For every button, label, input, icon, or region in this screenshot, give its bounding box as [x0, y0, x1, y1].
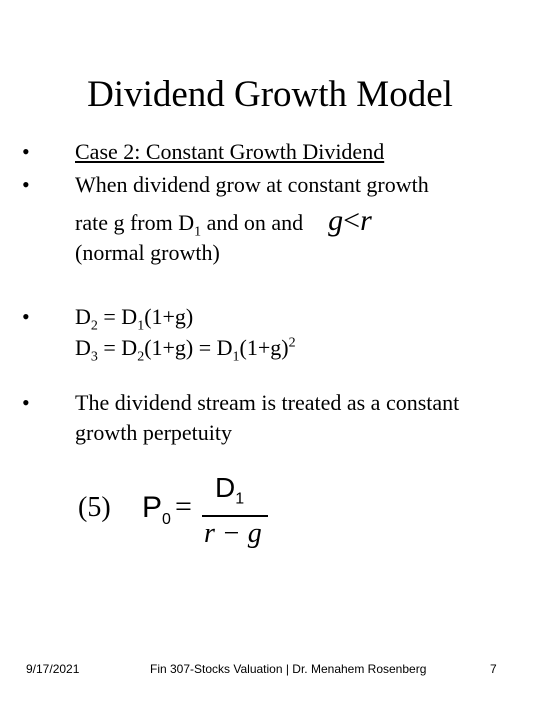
formula-denominator: r − g	[204, 518, 262, 549]
condition-line-3: (normal growth)	[75, 240, 220, 265]
perpetuity-line-1: The dividend stream is treated as a constant	[75, 390, 460, 415]
condition-line-1: When dividend grow at constant growth	[75, 172, 429, 197]
d2-equation: $D_2 = D_1(1+g)$	[75, 304, 194, 334]
footer-course: Fin 307-Stocks Valuation | Dr. Menahem Rosenberg	[150, 662, 427, 676]
bullet-marker: •	[22, 139, 30, 164]
page-number: 7	[490, 662, 497, 676]
formula-lhs: $P_0$	[142, 491, 171, 528]
gordon-growth-formula	[78, 470, 278, 560]
formula-equals: =	[175, 490, 192, 523]
formula-numerator: $D_1$	[215, 472, 245, 508]
formula-label: (5)	[78, 492, 111, 523]
slide-title: Dividend Growth Model	[87, 74, 453, 115]
bullet-marker: •	[22, 172, 30, 197]
fraction-bar	[202, 515, 268, 517]
bullet-marker: •	[22, 390, 30, 415]
case-heading: Case 2: Constant Growth Dividend	[75, 139, 385, 164]
bullet-marker: •	[22, 304, 30, 329]
growth-condition: g<r	[328, 204, 372, 237]
condition-line-2: rate g from $D_1$ and on and g<r	[75, 204, 372, 240]
footer-date: 9/17/2021	[26, 662, 80, 676]
perpetuity-line-2: growth perpetuity	[75, 420, 233, 445]
d3-equation: $D_3 = D_2(1+g) = D_1(1+g)^2$	[75, 335, 296, 365]
